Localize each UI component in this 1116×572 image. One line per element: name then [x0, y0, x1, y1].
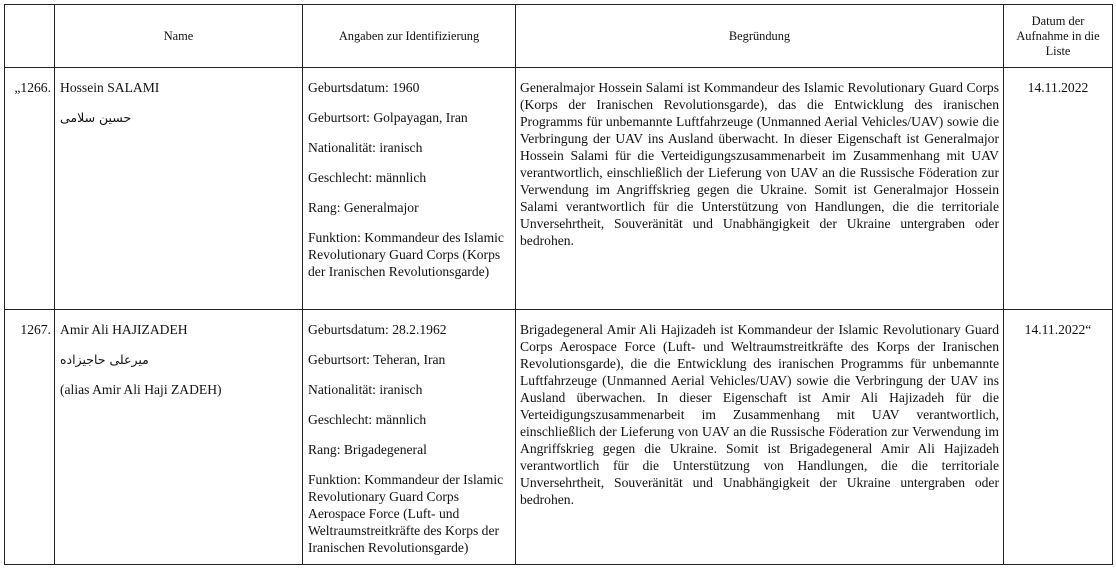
ident-birthplace: Geburtsort: Teheran, Iran [308, 352, 446, 367]
header-date: Datum der Aufnahme in die Liste [1004, 5, 1113, 68]
ident-nationality: Nationalität: iranisch [308, 140, 423, 155]
header-number [5, 5, 55, 68]
name-cell [55, 310, 303, 565]
header-reason: Begründung [516, 5, 1004, 68]
ident-rank: Rang: Generalmajor [308, 200, 419, 215]
entry-alias: (alias Amir Ali Haji ZADEH) [60, 382, 222, 397]
ident-birthdate: Geburtsdatum: 28.2.1962 [308, 322, 447, 337]
ident-gender: Geschlecht: männlich [308, 170, 427, 185]
ident-birthdate: Geburtsdatum: 1960 [308, 80, 420, 95]
reason-text: Brigadegeneral Amir Ali Hajizadeh ist Kommandeur der Islamic Revolutionary Guard Corps Aerospace Force (Luft- und Weltraumstreitkräfte des Korps der Iranischen Revolutionsgarde), die die Entwicklung des iranischen Programms für unbemannte Luftfahrzeuge (Unmanned Aerial Vehicles/UAV) sowie die Verbringung der UAV ins Ausland überwachen. In dieser Eigenschaft ist Amir Ali Hajizadeh für die Verteidigungszusammenarbeit im Zusammenhang mit UAV verantwortlich, einschließlich der Lieferung von UAV an die Russische Föderation zur Verwendung im Angriffskrieg gegen die Ukraine. Somit ist Brigadegeneral Amir Ali Hajizadeh verantwortlich für die Unterstützung von Handlungen, die die territoriale Unversehrtheit, Souveränität und Unabhängigkeit der Ukraine untergraben oder bedrohen. [516, 310, 1004, 565]
reason-text: Generalmajor Hossein Salami ist Kommandeur des Islamic Revolutionary Guard Corps (Korps der Iranischen Revolutionsgarde), das die Entwicklung des iranischen Programms für unbemannte Luftfahrzeuge (Unmanned Aerial Vehicles/UAV) sowie die Verbringung der UAV ins Ausland überwacht. In dieser Eigenschaft ist Generalmajor Hossein Salami für die Verteidigungszusammenarbeit im Zusammenhang mit UAV verantwortlich, einschließlich der Lieferung von UAV an die Russische Föderation zur Verwendung im Angriffskrieg gegen die Ukraine. Somit ist Generalmajor Hossein Salami verantwortlich für die Unterstützung von Handlungen, die die territoriale Unversehrtheit, Souveränität und Unabhängigkeit der Ukraine untergraben oder bedrohen. [516, 68, 1004, 310]
header-name: Name [55, 5, 303, 68]
ident-nationality: Nationalität: iranisch [308, 382, 423, 397]
entry-name: Hossein SALAMI [60, 80, 160, 95]
ident-function: Funktion: Kommandeur der Islamic Revolutionary Guard Corps Aerospace Force (Luft- und Weltraumstreitkräfte des Korps der Iranischen Revolutionsgarde) [308, 472, 504, 555]
entry-name-native: میرعلی حاجیزاده [60, 352, 149, 367]
ident-rank: Rang: Brigadegeneral [308, 442, 427, 457]
entry-name: Amir Ali HAJIZADEH [60, 322, 188, 337]
ident-birthplace: Geburtsort: Golpayagan, Iran [308, 110, 468, 125]
table-row [5, 68, 1113, 310]
name-cell [55, 68, 303, 310]
table-header-row [5, 5, 1113, 68]
entry-number: 1267. [5, 310, 55, 565]
sanctions-table [4, 4, 1113, 565]
entry-name-native: حسین سلامی [60, 110, 132, 125]
entry-number: „1266. [5, 68, 55, 310]
table-row [5, 310, 1113, 565]
identification-cell [303, 310, 516, 565]
identification-cell [303, 68, 516, 310]
header-identification: Angaben zur Identifizierung [303, 5, 516, 68]
listing-date: 14.11.2022 [1004, 68, 1113, 310]
listing-date: 14.11.2022“ [1004, 310, 1113, 565]
ident-function: Funktion: Kommandeur des Islamic Revolutionary Guard Corps (Korps der Iranischen Revolutionsgarde) [308, 230, 504, 279]
ident-gender: Geschlecht: männlich [308, 412, 427, 427]
